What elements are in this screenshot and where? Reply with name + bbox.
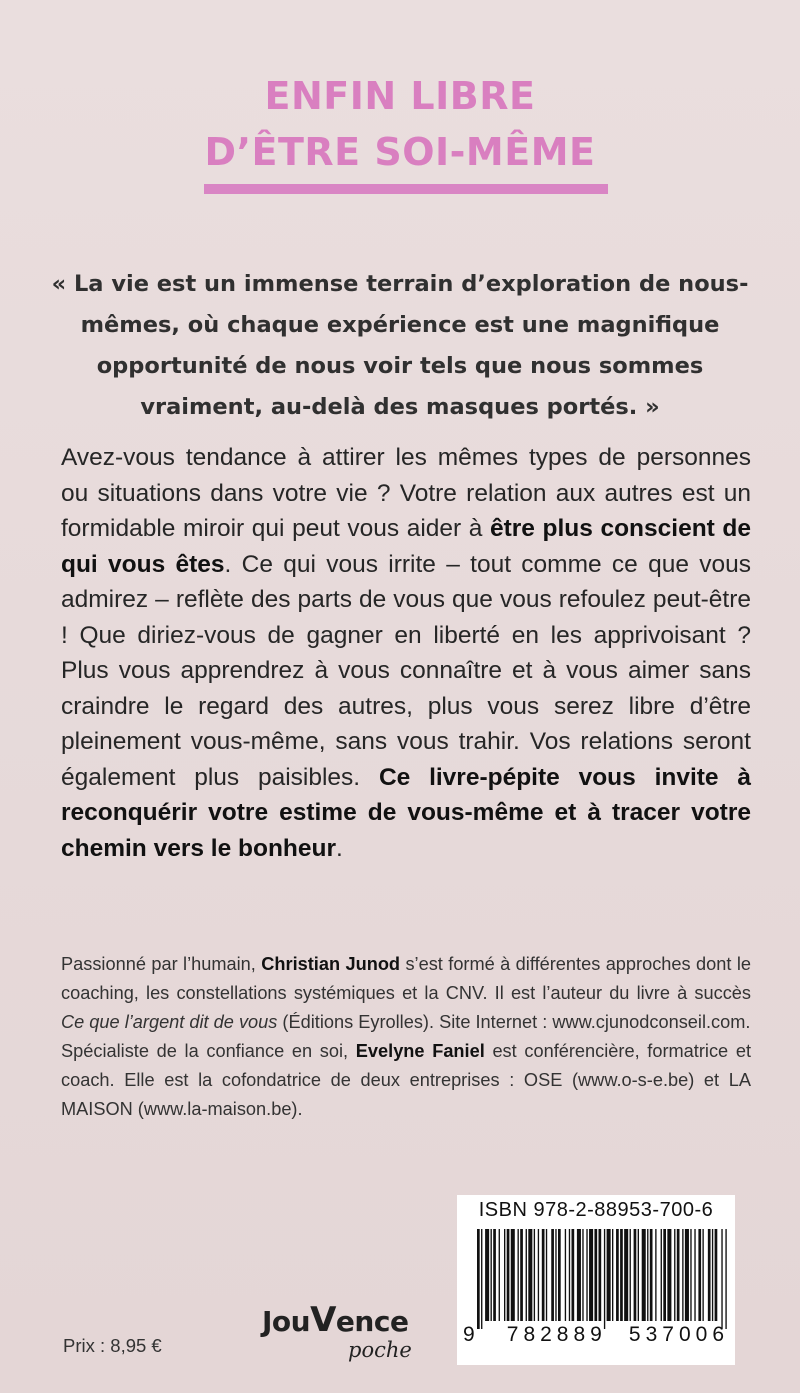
barcode-bar <box>604 1229 605 1329</box>
bio-2-text-a: Spécialiste de la confiance en soi, <box>61 1041 356 1061</box>
logo-part-c: ence <box>335 1305 409 1338</box>
barcode-bar <box>650 1229 653 1321</box>
barcode-bar <box>715 1229 718 1321</box>
bio-christian-junod <box>61 950 751 1037</box>
barcode-bar <box>721 1229 722 1329</box>
barcode-bar <box>582 1229 583 1321</box>
book-description <box>61 440 751 866</box>
barcode-bar <box>655 1229 656 1321</box>
barcode-bar <box>569 1229 570 1321</box>
barcode-bar <box>634 1229 637 1321</box>
barcode-bar <box>555 1229 556 1321</box>
barcode-bar <box>542 1229 545 1321</box>
title-underline <box>204 184 608 194</box>
desc-text-3: . <box>336 834 343 862</box>
bio-1-text-b: s’est formé à différentes approches dont le coaching, les constellations systémiques et la CNV. Il est l’auteur du livre à succès <box>61 954 751 1003</box>
author-name-1: Christian Junod <box>261 954 401 974</box>
barcode-bar <box>620 1229 623 1321</box>
barcode-bar <box>518 1229 519 1321</box>
barcode-bar <box>663 1229 666 1321</box>
barcode-bar <box>612 1229 613 1321</box>
barcode-bar <box>630 1229 631 1321</box>
desc-bold-1: être plus conscient de qui vous êtes <box>61 515 751 578</box>
barcode-bar <box>690 1229 691 1321</box>
barcode-bar <box>511 1229 515 1321</box>
barcode-bar <box>485 1229 489 1321</box>
barcode-bars <box>477 1229 727 1329</box>
logo-part-a: Jou <box>262 1305 311 1338</box>
cover-title <box>0 68 800 180</box>
barcode-bar <box>534 1229 535 1321</box>
barcode-bar <box>558 1229 561 1321</box>
bio-2-text-b: est conférencière, formatrice et coach. Elle est la cofondatrice de deux entreprises : OSE (www.o-s-e.be) et LA MAISON (www.la-maison.be). <box>61 1041 751 1119</box>
barcode-bar <box>708 1229 711 1321</box>
barcode-bar <box>661 1229 662 1321</box>
barcode-bar <box>682 1229 683 1321</box>
barcode-bar <box>698 1229 701 1321</box>
bio-1-text-a: Passionné par l’humain, <box>61 954 262 974</box>
barcode-bar <box>577 1229 581 1321</box>
barcode-bar <box>599 1229 602 1321</box>
barcode-bar <box>586 1229 587 1321</box>
bio-book-title: Ce que l’argent dit de vous <box>61 1012 278 1032</box>
isbn-number: ISBN 978-2-88953-700-6 <box>478 1199 714 1221</box>
barcode-group-1: 782889 <box>506 1323 607 1346</box>
barcode-bar <box>551 1229 554 1321</box>
pull-quote: « La vie est un immense terrain d’exploration de nous-mêmes, où chaque expérience est une magnifique opportunité de nous voir tels que nous sommes vraiment, au-delà des masques portés. » <box>51 271 749 420</box>
barcode-bar <box>642 1229 646 1321</box>
publisher-logo-sub: poche <box>348 1338 412 1362</box>
barcode-bar <box>677 1229 680 1321</box>
title-line-1: ENFIN LIBRE <box>264 74 536 118</box>
barcode-bar <box>493 1229 496 1321</box>
isbn-barcode <box>457 1195 735 1365</box>
barcode-bar <box>477 1229 480 1329</box>
barcode-bar <box>565 1229 566 1321</box>
title-line-2: D’ÊTRE SOI-MÊME <box>204 130 596 174</box>
barcode-bar <box>667 1229 671 1321</box>
barcode-bar <box>616 1229 619 1321</box>
barcode-bar <box>491 1229 492 1321</box>
barcode-bar <box>594 1229 597 1321</box>
barcode-bar <box>638 1229 639 1321</box>
barcode-bar <box>694 1229 695 1321</box>
barcode-bar <box>546 1229 547 1321</box>
barcode-bar <box>647 1229 648 1321</box>
barcode-bar <box>528 1229 532 1321</box>
logo-part-b: V <box>310 1300 336 1340</box>
barcode-bar <box>589 1229 593 1321</box>
barcode-bar <box>572 1229 575 1321</box>
barcode-bar <box>538 1229 539 1321</box>
publisher-logo <box>262 1300 442 1380</box>
desc-text-2: . Ce qui vous irrite – tout comme ce que vous admirez – reflète des parts de vous que vous refoulez peut-être ! Que diriez-vous de gagner en liberté en les apprivoisant ? Plus vous apprendrez à vous connaître et à vous aimer sans craindre le regard des autres, plus vous serez libre d’être pleinement vous-même, sans vous trahir. Vos relations seront également plus paisibles. <box>61 550 751 791</box>
desc-bold-2: Ce livre-pépite vous invite à reconquérir votre estime de vous-même et à tracer votre chemin vers le bonheur <box>61 763 751 862</box>
barcode-bar <box>499 1229 500 1321</box>
barcode-group-2: 537006 <box>628 1323 729 1346</box>
barcode-bar <box>624 1229 628 1321</box>
desc-text-1: Avez-vous tendance à attirer les mêmes types de personnes ou situations dans votre vie ? Votre relation aux autres est un formidable miroir qui peut vous aider à <box>61 444 751 542</box>
barcode-lead-digit: 9 <box>463 1323 475 1346</box>
barcode-digits <box>459 1323 733 1347</box>
author-bios <box>61 950 751 1124</box>
barcode-bar <box>674 1229 675 1321</box>
publisher-logo-wordmark <box>262 1300 408 1340</box>
author-name-2: Evelyne Faniel <box>355 1041 485 1061</box>
barcode-bar <box>712 1229 713 1321</box>
barcode-bar <box>685 1229 689 1321</box>
barcode-bar <box>607 1229 611 1321</box>
barcode-bar <box>702 1229 703 1321</box>
barcode-bar <box>481 1229 482 1329</box>
bio-1-text-c: (Éditions Eyrolles). Site Internet : www.cjunodconseil.com. <box>277 1012 751 1032</box>
bio-evelyne-faniel <box>61 1037 751 1124</box>
barcode-bar <box>504 1229 505 1321</box>
price-label: Prix : 8,95 € <box>63 1335 162 1356</box>
barcode-bar <box>507 1229 510 1321</box>
barcode-bar <box>725 1229 726 1329</box>
barcode-bar <box>526 1229 527 1321</box>
barcode-bar <box>520 1229 523 1321</box>
